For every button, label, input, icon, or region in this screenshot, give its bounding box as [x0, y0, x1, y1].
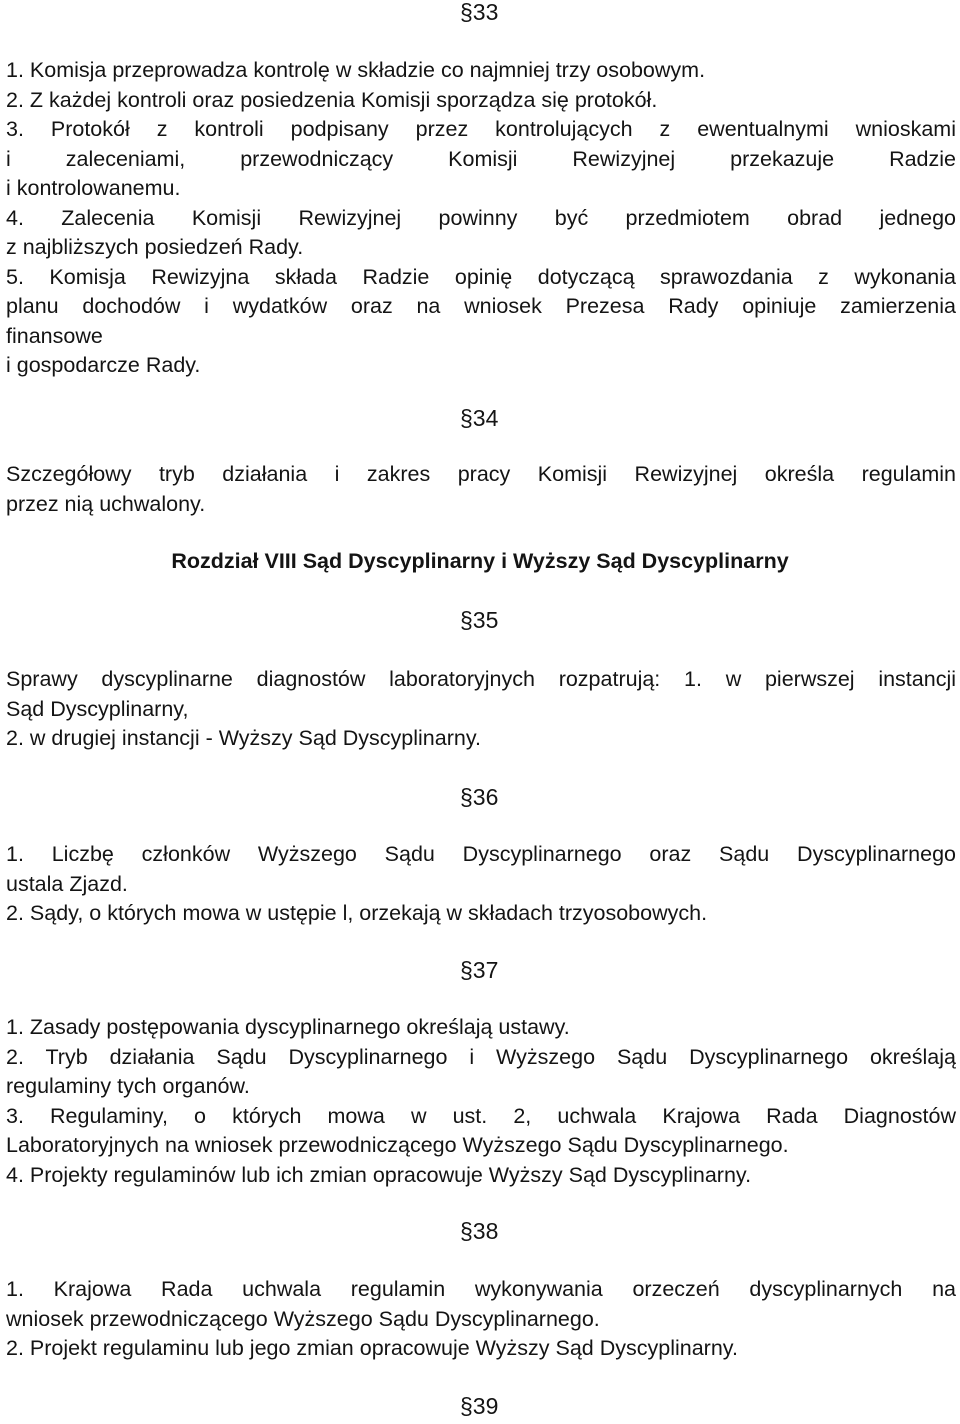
- s37-item-3-line-2: Laboratoryjnych na wniosek przewodniczącego Wyższego Sądu Dyscyplinarnego.: [6, 1133, 789, 1157]
- section-36-body: [6, 840, 956, 929]
- s36-item-2: 2. Sądy, o których mowa w ustępie l, orzekają w składach trzyosobowych.: [6, 901, 708, 925]
- s33-item-3-line-1: 3. Protokół z kontroli podpisany przez kontrolujących z ewentualnymi wnioskami: [6, 117, 956, 141]
- s34-line-1: Szczegółowy tryb działania i zakres pracy Komisji Rewizyjnej określa regulamin: [6, 462, 956, 486]
- s34-line-2: przez nią uchwalony.: [6, 491, 206, 516]
- s37-item-4: 4. Projekty regulaminów lub ich zmian opracowuje Wyższy Sąd Dyscyplinarny.: [6, 1162, 752, 1187]
- section-37-heading: §37: [460, 957, 499, 983]
- section-34-heading: §34: [460, 405, 499, 431]
- s33-item-2: 2. Z każdej kontroli oraz posiedzenia Komisji sporządza się protokół.: [6, 87, 658, 112]
- section-37-body: [6, 1013, 956, 1190]
- s33-item-5-line-3: finansowe: [6, 323, 103, 348]
- section-34-body: [6, 460, 956, 519]
- s33-item-1: 1. Komisja przeprowadza kontrolę w składzie co najmniej trzy osobowym.: [6, 58, 706, 82]
- s33-item-3-line-2: i zaleceniami, przewodniczący Komisji Rewizyjnej przekazuje Radzie: [6, 146, 956, 171]
- section-33-body: [6, 56, 956, 381]
- s36-item-1-line-2: ustala Zjazd.: [6, 871, 128, 896]
- s33-item-3-line-3: i kontrolowanemu.: [6, 176, 181, 200]
- s38-item-2: 2. Projekt regulaminu lub jego zmian opracowuje Wyższy Sąd Dyscyplinarny.: [6, 1336, 738, 1360]
- section-38-body: [6, 1275, 956, 1364]
- section-36-heading: §36: [460, 784, 499, 810]
- s35-line-2: Sąd Dyscyplinarny,: [6, 696, 189, 721]
- s37-item-3-line-1: 3. Regulaminy, o których mowa w ust. 2, uchwala Krajowa Rada Diagnostów: [6, 1103, 956, 1128]
- section-33-heading: §33: [460, 0, 499, 25]
- s33-item-5-line-2: planu dochodów i wydatków oraz na wniosek Prezesa Rady opiniuje zamierzenia: [6, 294, 956, 318]
- s37-item-2-line-2: regulaminy tych organów.: [6, 1074, 250, 1098]
- section-35-heading: §35: [460, 607, 499, 633]
- s33-item-5-line-1: 5. Komisja Rewizyjna składa Radzie opinię dotyczącą sprawozdania z wykonania: [6, 264, 956, 289]
- section-38-heading: §38: [460, 1218, 499, 1244]
- section-35-body: [6, 665, 956, 754]
- section-39-heading: §39: [460, 1393, 499, 1419]
- chapter-title: Rozdział VIII Sąd Dyscyplinarny i Wyższy Sąd Dyscyplinarny: [171, 549, 789, 573]
- s38-item-1-line-1: 1. Krajowa Rada uchwala regulamin wykonywania orzeczeń dyscyplinarnych na: [6, 1277, 956, 1301]
- s35-line-3: 2. w drugiej instancji - Wyższy Sąd Dyscyplinarny.: [6, 726, 481, 750]
- s37-item-1: 1. Zasady postępowania dyscyplinarnego określają ustawy.: [6, 1015, 570, 1039]
- s38-item-1-line-2: wniosek przewodniczącego Wyższego Sądu Dyscyplinarnego.: [6, 1306, 600, 1331]
- s37-item-2-line-1: 2. Tryb działania Sądu Dyscyplinarnego i Wyższego Sądu Dyscyplinarnego określają: [6, 1044, 956, 1069]
- s33-item-5-line-4: i gospodarcze Rady.: [6, 353, 201, 377]
- s33-item-4-line-1: 4. Zalecenia Komisji Rewizyjnej powinny być przedmiotem obrad jednego: [6, 205, 956, 230]
- s36-item-1-line-1: 1. Liczbę członków Wyższego Sądu Dyscyplinarnego oraz Sądu Dyscyplinarnego: [6, 842, 956, 866]
- s35-line-1: Sprawy dyscyplinarne diagnostów laboratoryjnych rozpatrują: 1. w pierwszej instancji: [6, 667, 956, 691]
- s33-item-4-line-2: z najbliższych posiedzeń Rady.: [6, 235, 304, 259]
